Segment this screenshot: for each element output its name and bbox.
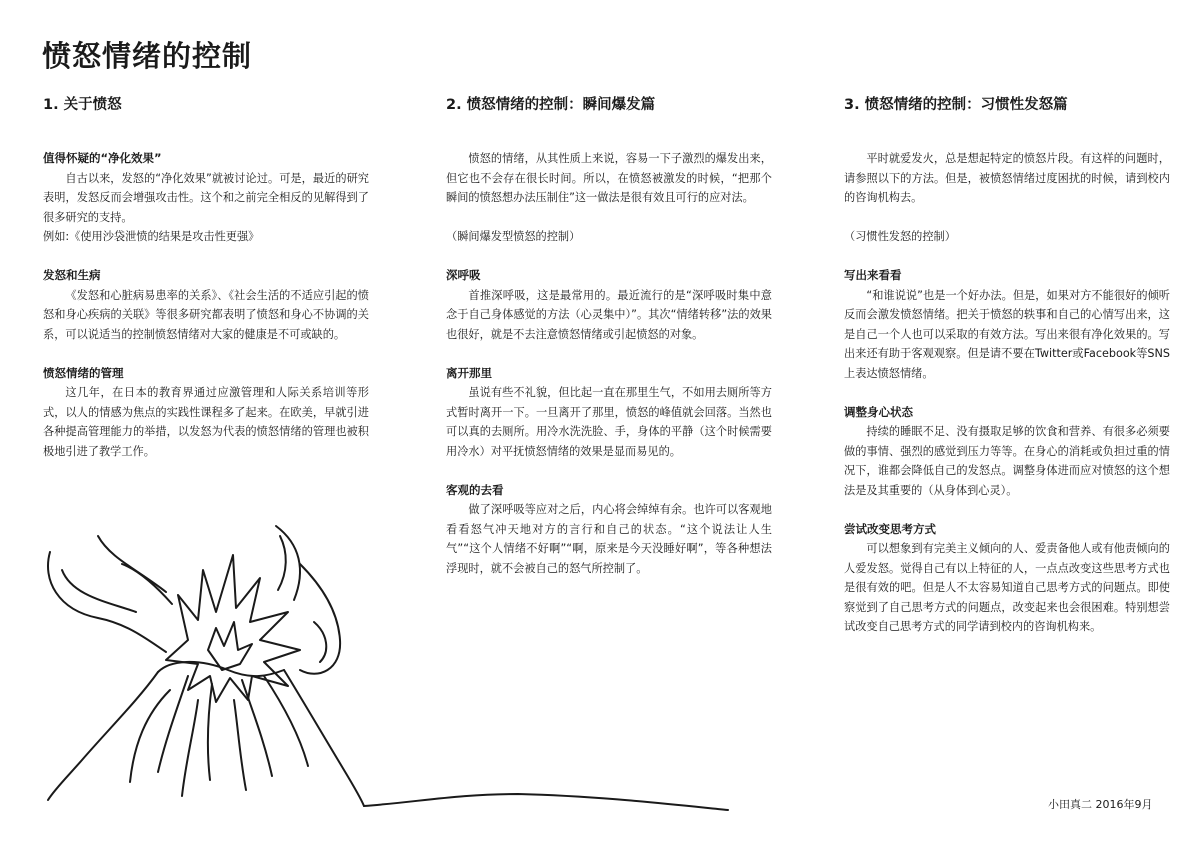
paragraph-intro: 愤怒的情绪，从其性质上来说，容易一下子激烈的爆发出来，但它也不会存在很长时间。所以，在愤怒被激发的时候，“把那个瞬间的愤怒想办法压制住”这一做法是很有效且可行的应对法。 <box>446 152 772 204</box>
section-title-change-thinking: 尝试改变思考方式 <box>844 521 936 536</box>
paragraph-intro: 平时就爱发火，总是想起特定的愤怒片段。有这样的问题时，请参照以下的方法。但是，被愤怒情绪过度困扰的时候，请到校内的咨询机构去。 <box>844 152 1170 204</box>
paragraph-objective: 做了深呼吸等应对之后，内心将会绰绰有余。也许可以客观地看看怒气冲天地对方的言行和自己的状态。“这个说法让人生气”“这个人情绪不好啊”“啊，原来是今天没睡好啊”，等各种想法浮现时，就不会被自己的怒气所控制了。 <box>446 503 772 575</box>
section-title-anger-management: 愤怒情绪的管理 <box>43 365 124 380</box>
paragraph-leave: 虽说有些不礼貌，但比起一直在那里生气，不如用去厕所等方式暂时离开一下。一旦离开了那里，愤怒的峰值就会回落。当然也可以真的去厕所。用冷水洗洗脸、手，身体的平静（这个时候需要用冷水）对平抚愤怒情绪的效果是显而易见的。 <box>446 386 772 458</box>
subheading-instant-type: （瞬间爆发型愤怒的控制） <box>446 230 581 243</box>
paragraph-adjust-body: 持续的睡眠不足、没有摄取足够的饮食和营养、有很多必须要做的事情、强烈的感觉到压力等等。在身心的消耗或负担过重的情况下，谁都会降低自己的发怒点。调整身体进而应对愤怒的这个想法是及其重要的（从身体到心灵）。 <box>844 425 1170 497</box>
section-title-adjust-body: 调整身心状态 <box>844 404 913 419</box>
section-title-write-down: 写出来看看 <box>844 268 902 282</box>
volcano-illustration <box>38 500 738 820</box>
paragraph-change-thinking: 可以想象到有完美主义倾向的人、爱责备他人或有他责倾向的人爱发怒。觉得自己有以上特征的人，一点点改变这些思考方式也是很有效的吧。但是人不太容易知道自己思考方式的问题点。即使察觉到了自己思考方式的问题点，改变起来也会很困难。特别想尝试改变自己思考方式的同学请到校内的咨询机构来。 <box>844 542 1170 633</box>
column-heading: 2. 愤怒情绪的控制：瞬间爆发篇 <box>446 97 656 113</box>
paragraph-write-down: “和谁说说”也是一个好办法。但是，如果对方不能很好的倾听反而会激发愤怒情绪。把关于愤怒的轶事和自己的心情写出来，这是自己一个人也可以采取的有效方法。写出来很有净化效果的。写出来还有助于客观观察。但是请不要在Twitter或Facebook等SNS上表达愤怒情绪。 <box>844 288 1170 380</box>
section-title-deep-breath: 深呼吸 <box>446 268 481 282</box>
page-title: 愤怒情绪的控制 <box>42 39 253 73</box>
section-title-anger-illness: 发怒和生病 <box>43 268 101 282</box>
subheading-habitual-type: （习惯性发怒的控制） <box>844 230 956 243</box>
paragraph-example: 例如:《使用沙袋泄愤的结果是攻击性更强》 <box>43 230 260 243</box>
section-title-leave: 离开那里 <box>446 365 492 380</box>
column-habitual-control <box>844 94 1170 637</box>
column-heading: 3. 愤怒情绪的控制：习惯性发怒篇 <box>844 97 1068 113</box>
column-heading: 1. 关于愤怒 <box>43 97 122 113</box>
paragraph-deep-breath: 首推深呼吸，这是最常用的。最近流行的是“深呼吸时集中意念于自己身体感觉的方法（心灵集中）”。其次“情绪转移”法的效果也很好，就是不去注意愤怒情绪或引起愤怒的对象。 <box>446 288 772 341</box>
paragraph-catharsis: 自古以来，发怒的“净化效果”就被讨论过。可是，最近的研究表明，发怒反而会增强攻击性。这个和之前完全相反的见解得到了很多研究的支持。 <box>43 171 369 224</box>
paragraph-anger-management: 这几年，在日本的教育界通过应激管理和人际关系培训等形式，以人的情感为焦点的实践性课程多了起来。在欧美，早就引进各种提高管理能力的举措，以发怒为代表的愤怒情绪的管理也被积极地引进了教学工作。 <box>43 386 369 458</box>
author-date: 小田真二 2016年9月 <box>1048 798 1153 811</box>
paragraph-anger-illness: 《发怒和心脏病易患率的关系》、《社会生活的不适应引起的愤怒和身心疾病的关联》等很多研究都表明了愤怒和身心不协调的关系，可以说适当的控制愤怒情绪对大家的健康是不可或缺的。 <box>43 288 369 341</box>
section-title-catharsis: 值得怀疑的“净化效果” <box>43 151 162 165</box>
section-title-objective: 客观的去看 <box>446 482 504 497</box>
column-about-anger <box>43 94 369 461</box>
